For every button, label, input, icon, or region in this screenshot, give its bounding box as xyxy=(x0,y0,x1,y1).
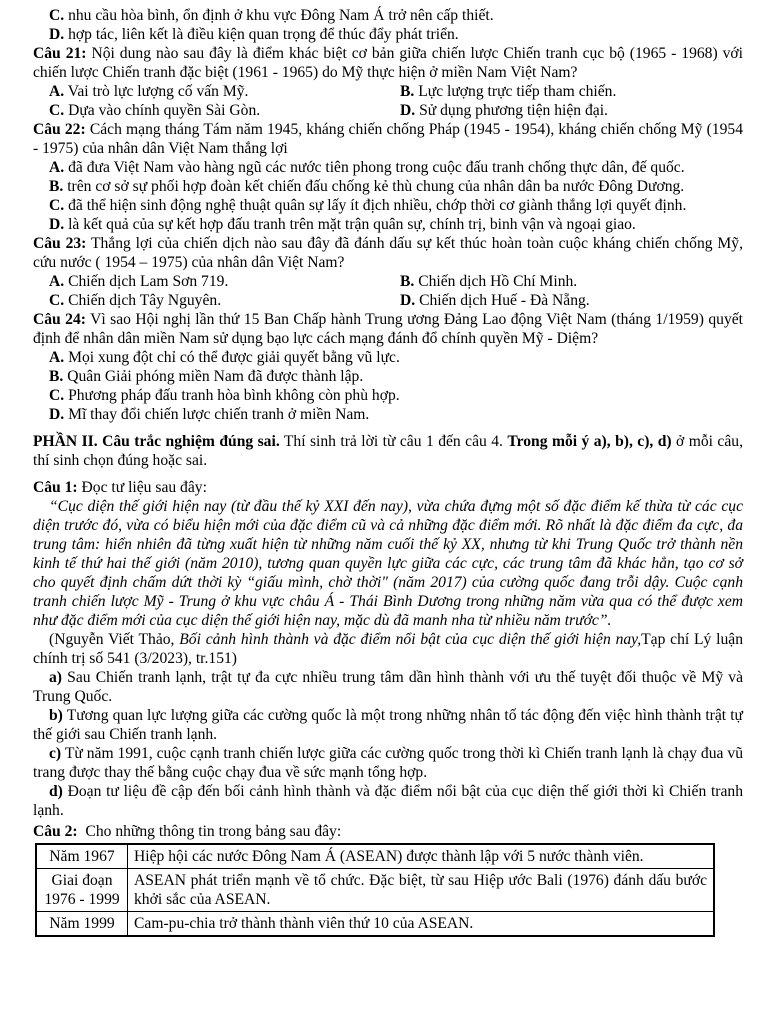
question-label: Câu 24: xyxy=(33,311,86,328)
q21-options-row-1 xyxy=(33,82,743,101)
cau2-heading xyxy=(33,822,743,841)
citation-title: Bối cảnh hình thành và đặc điểm nổi bật của cục diện thế giới hiện nay, xyxy=(179,631,642,648)
q23-option-d xyxy=(400,291,743,310)
option-text: đã thể hiện sinh động nghệ thuật quân sự lấy ít địch nhiều, chớp thời cơ giành thắng lợi quyết định. xyxy=(68,197,687,214)
option-text: Lực lượng trực tiếp tham chiến. xyxy=(418,83,617,100)
citation-author: (Nguyễn Viết Thảo, xyxy=(49,631,180,648)
q24-option-a xyxy=(33,348,743,367)
option-text: Quân Giải phóng miền Nam đã được thành lập. xyxy=(67,368,364,385)
cau1-item-b xyxy=(33,706,743,744)
option-label: D. xyxy=(400,102,416,119)
period-cell: Năm 1999 xyxy=(36,912,128,937)
q24-stem xyxy=(33,310,743,348)
q22-option-d xyxy=(33,215,743,234)
option-label: C. xyxy=(49,102,65,119)
q21-option-d xyxy=(400,101,743,120)
item-label: d) xyxy=(49,783,63,800)
option-text: nhu cầu hòa bình, ổn định ở khu vực Đông Nam Á trở nên cấp thiết. xyxy=(68,7,494,24)
option-text: là kết quả của sự kết hợp đấu tranh trên mặt trận quân sự, chính trị, binh vận và ngoại giao. xyxy=(68,216,636,233)
option-label: B. xyxy=(400,273,415,290)
option-label: D. xyxy=(49,216,65,233)
part2-heading xyxy=(33,432,743,470)
question-label: Câu 1: xyxy=(33,479,78,496)
q22-option-a xyxy=(33,158,743,177)
question-text: Vì sao Hội nghị lần thứ 15 Ban Chấp hành Trung ương Đảng Lao động Việt Nam (tháng 1/1959) quyết định để nhân dân miền Nam sử dụng bạo lực cách mạng đánh đổ chính quyền Mỹ - Diệm? xyxy=(33,311,743,347)
option-label: C. xyxy=(49,292,65,309)
cau1-item-a xyxy=(33,668,743,706)
q23-option-b xyxy=(400,272,743,291)
q24-option-c xyxy=(33,386,743,405)
table-row xyxy=(36,869,714,912)
option-label: B. xyxy=(49,178,64,195)
option-label: C. xyxy=(49,7,65,24)
q21-options-row-2 xyxy=(33,101,743,120)
question-label: Câu 2: xyxy=(33,823,78,840)
q21-option-a xyxy=(33,82,400,101)
option-label: B. xyxy=(400,83,415,100)
event-cell: Hiệp hội các nước Đông Nam Á (ASEAN) được thành lập với 5 nước thành viên. xyxy=(128,844,715,869)
cau1-item-c xyxy=(33,744,743,782)
q21-option-c xyxy=(33,101,400,120)
part2-title: PHẦN II. Câu trắc nghiệm đúng sai. xyxy=(33,433,280,450)
prev-option-d xyxy=(33,25,743,44)
option-label: C. xyxy=(49,387,65,404)
option-text: Sử dụng phương tiện hiện đại. xyxy=(419,102,608,119)
q24-option-b xyxy=(33,367,743,386)
option-text: đã đưa Việt Nam vào hàng ngũ các nước tiên phong trong cuộc đấu tranh chống thực dân, đế quốc. xyxy=(68,159,685,176)
option-label: A. xyxy=(49,83,65,100)
option-text: Mĩ thay đổi chiến lược chiến tranh ở miền Nam. xyxy=(68,406,370,423)
option-text: Chiến dịch Huế - Đà Nẵng. xyxy=(419,292,590,309)
option-text: Chiến dịch Hồ Chí Minh. xyxy=(418,273,578,290)
prev-option-c xyxy=(33,6,743,25)
question-text: Nội dung nào sau đây là điểm khác biệt cơ bản giữa chiến lược Chiến tranh cục bộ (1965 - 1968) với chiến lược Chiến tranh đặc biệt (1961 - 1965) do Mỹ thực hiện ở miền Nam Việt Nam? xyxy=(33,45,743,81)
option-label: C. xyxy=(49,197,65,214)
item-text: Sau Chiến tranh lạnh, trật tự đa cực nhiều trung tâm dần hình thành với ưu thế tuyệt đối thuộc về Mỹ và Trung Quốc. xyxy=(33,669,743,705)
question-label: Câu 21: xyxy=(33,45,87,62)
event-cell: Cam-pu-chia trở thành thành viên thứ 10 của ASEAN. xyxy=(128,912,715,937)
q23-option-c xyxy=(33,291,400,310)
option-label: A. xyxy=(49,349,65,366)
part2-instructions-1: Thí sinh trả lời từ câu 1 đến câu 4. xyxy=(279,433,508,450)
event-cell: ASEAN phát triển mạnh về tổ chức. Đặc biệt, từ sau Hiệp ước Bali (1976) đánh dấu bước khởi sắc của ASEAN. xyxy=(128,869,715,912)
cau1-citation xyxy=(33,630,743,668)
item-text: Tương quan lực lượng giữa các cường quốc là một trong những nhân tố tác động đến việc hình thành trật tự thế giới sau Chiến tranh lạnh. xyxy=(33,707,743,743)
question-text: Đọc tư liệu sau đây: xyxy=(81,479,207,496)
part2-emphasis: Trong mỗi ý a), b), c), d) xyxy=(507,433,672,450)
option-label: B. xyxy=(49,368,64,385)
option-text: Phương pháp đấu tranh hòa bình không còn phù hợp. xyxy=(68,387,400,404)
part2-instructions-2: ở mỗi câu, thí sinh chọn đúng hoặc sai. xyxy=(33,433,743,469)
cau1-item-d xyxy=(33,782,743,820)
question-text: Cách mạng tháng Tám năm 1945, kháng chiến chống Pháp (1945 - 1954), kháng chiến chống Mỹ (1954 - 1975) của nhân dân Việt Nam thắng lợi xyxy=(33,121,743,157)
option-label: D. xyxy=(400,292,416,309)
cau1-quote: “Cục diện thế giới hiện nay (từ đầu thế kỷ XXI đến nay), vừa chứa đựng một số đặc điểm kế thừa từ các cục diện trước đó, vừa có biểu hiện mới của đặc điểm cũ và cả những đặc điểm mới. Rõ nhất là đặc điểm đa cực, đa trung tâm: hiển nhiên đã từng xuất hiện từ những năm cuối thế kỷ XX, nhưng từ khi Trung Quốc trở thành nền kinh tế thứ hai thế giới (năm 2010), tương quan quyền lực giữa các cực, các trung tâm đã khác hẳn, tạo cơ sở cho quyết định chấm dứt thời kỳ “giấu mình, chờ thời" (năm 2017) của cường quốc đang trỗi dậy. Cuộc cạnh tranh chiến lược Mỹ - Trung ở khu vực châu Á - Thái Bình Dương trong những năm vừa qua có thể được xem như đặc điểm mới của cục diện thế giới hiện nay, mặc dù đã manh nha từ nhiều năm trước”. xyxy=(33,498,743,629)
option-text: Dựa vào chính quyền Sài Gòn. xyxy=(68,102,261,119)
option-label: A. xyxy=(49,273,65,290)
item-text: Đoạn tư liệu đề cập đến bối cảnh hình thành và đặc điểm nổi bật của cục diện thế giới thời kì Chiến tranh lạnh. xyxy=(33,783,743,819)
table-row xyxy=(36,912,714,937)
q24-option-d xyxy=(33,405,743,424)
citation-source: Tạp chí Lý luận chính trị số 541 (3/2023), tr.151) xyxy=(33,631,743,667)
q22-stem xyxy=(33,120,743,158)
q23-option-a xyxy=(33,272,400,291)
q23-stem xyxy=(33,234,743,272)
option-label: D. xyxy=(49,26,65,43)
item-text: Từ năm 1991, cuộc cạnh tranh chiến lược giữa các cường quốc trong thời kì Chiến tranh lạnh là chạy đua vũ trang được thay thế bằng cuộc chạy đua về sức mạnh tổng hợp. xyxy=(33,745,743,781)
item-label: a) xyxy=(49,669,62,686)
option-text: Chiến dịch Lam Sơn 719. xyxy=(68,273,229,290)
q23-options-row-2 xyxy=(33,291,743,310)
item-label: b) xyxy=(49,707,63,724)
q22-option-b xyxy=(33,177,743,196)
q21-stem xyxy=(33,44,743,82)
question-label: Câu 22: xyxy=(33,121,86,138)
option-text: hợp tác, liên kết là điều kiện quan trọng để thúc đẩy phát triển. xyxy=(68,26,459,43)
option-text: Mọi xung đột chỉ có thể được giải quyết bằng vũ lực. xyxy=(68,349,400,366)
asean-history-table xyxy=(35,843,715,937)
q23-options-row-1 xyxy=(33,272,743,291)
q22-option-c xyxy=(33,196,743,215)
item-label: c) xyxy=(49,745,62,762)
option-text: Vai trò lực lượng cố vấn Mỹ. xyxy=(67,83,249,100)
question-label: Câu 23: xyxy=(33,235,87,252)
period-cell: Năm 1967 xyxy=(36,844,128,869)
option-text: Chiến dịch Tây Nguyên. xyxy=(68,292,222,309)
question-text: Cho những thông tin trong bảng sau đây: xyxy=(85,823,342,840)
option-label: A. xyxy=(49,159,65,176)
cau1-heading xyxy=(33,478,743,497)
table-row xyxy=(36,844,714,869)
period-cell: Giai đoạn 1976 - 1999 xyxy=(36,869,128,912)
option-label: D. xyxy=(49,406,65,423)
option-text: trên cơ sở sự phối hợp đoàn kết chiến đấu chống kẻ thù chung của nhân dân ba nước Đông Dương. xyxy=(67,178,685,195)
q21-option-b xyxy=(400,82,743,101)
question-text: Thắng lợi của chiến dịch nào sau đây đã đánh dấu sự kết thúc hoàn toàn cuộc kháng chiến chống Mỹ, cứu nước ( 1954 – 1975) của nhân dân Việt Nam? xyxy=(33,235,743,271)
